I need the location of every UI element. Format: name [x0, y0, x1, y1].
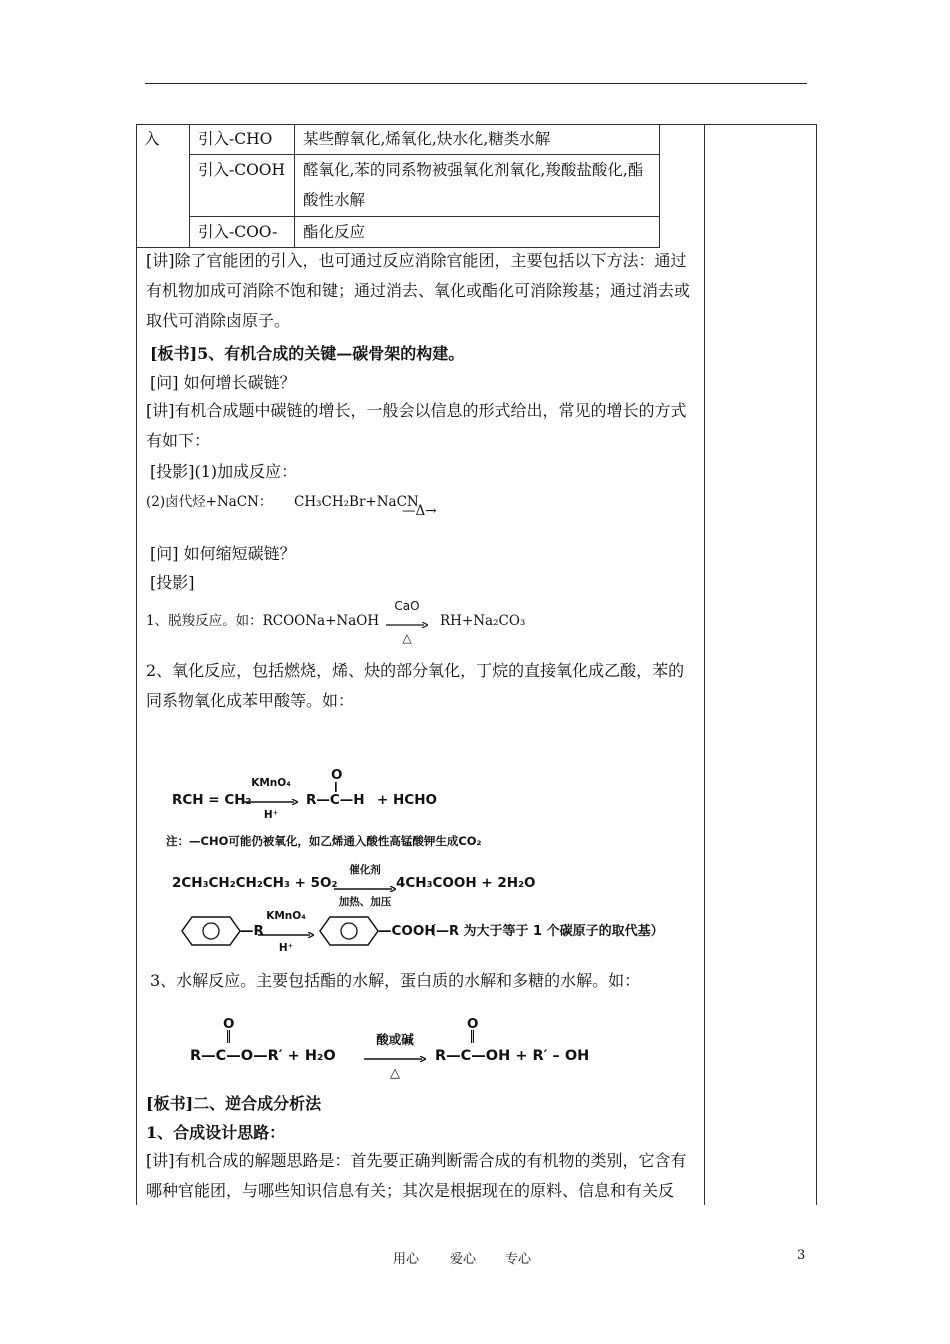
para-design: [讲]有机合成的解题思路是：首先要正确判断需合成的有机物的类别，它含有哪种官能团，与哪些知识信息有关；其次是根据现在的原料、信息和有关反: [146, 1151, 687, 1200]
benzene-ring-icon: [180, 915, 242, 947]
eq4-product: R—C—OH + R′ – OH: [435, 1048, 590, 1064]
board-retrosynthesis: [板书]二、逆合成分析法: [146, 1094, 322, 1113]
arrow-condition: △: [402, 631, 412, 645]
eq1-reactant: RCH = CH₂: [172, 792, 252, 808]
eq3-substituent: —R: [240, 923, 264, 939]
question-lengthen: [问] 如何增长碳链？: [150, 373, 296, 392]
nacn-label: (2)卤代烃+NaCN：: [146, 494, 273, 510]
eq1-product: R—C—H: [306, 792, 365, 808]
eq1-oxygen: O: [331, 767, 343, 783]
row-desc: 酯化反应: [295, 217, 660, 248]
arrow-condition: KMnO₄: [266, 910, 306, 922]
footer-b: 爱心: [450, 1252, 477, 1267]
table-col0: 入: [136, 124, 190, 248]
footer-a: 用心: [393, 1252, 420, 1267]
arrow-condition: 酸或碱: [376, 1032, 414, 1047]
functional-group-table: [136, 124, 660, 248]
para-lengthen: [讲]有机合成题中碳链的增长，一般会以信息的形式给出，常见的增长的方式有如下：: [146, 401, 687, 450]
nacn-formula: CH₃CH₂Br+NaCN: [294, 494, 419, 510]
decarboxylation-product: RH+Na₂CO₃: [440, 613, 526, 629]
row-desc: 醛氧化,苯的同系物被强氧化剂氧化,羧酸盐酸化,酯酸性水解: [295, 155, 660, 217]
arrow-condition: CaO: [394, 599, 420, 613]
heat-arrow: —Δ→: [402, 503, 437, 519]
arrow-icon: [334, 886, 396, 892]
para-oxidation: 2、氧化反应，包括燃烧，烯、炔的部分氧化，丁烷的直接氧化成乙酸，苯的同系物氧化成苯甲酸等。如：: [146, 661, 685, 710]
projection-addition: [投影](1)加成反应：: [150, 462, 298, 481]
arrow-condition: H⁺: [278, 942, 294, 954]
eq1-arrow: [244, 777, 298, 821]
eq2-reactant: 2CH₃CH₂CH₂CH₃ + 5O₂: [172, 875, 338, 891]
row-label: 引入-CHO: [190, 124, 295, 155]
decarboxylation-arrow: [386, 599, 428, 644]
arrow-condition: KMnO₄: [251, 777, 291, 789]
eq3-product: —COOH: [378, 923, 436, 939]
para-remove-groups: [讲]除了官能团的引入，也可通过反应消除官能团，主要包括以下方法：通过有机物加成可消除不饱和键；通过消去、氧化或酯化可消除羧基；通过消去或取代可消除卤原子。: [146, 251, 691, 330]
arrow-condition: H⁺: [263, 809, 279, 821]
eq3-arrow: [258, 910, 314, 954]
eq4-arrow: [364, 1032, 426, 1081]
heading-design: 1、合成设计思路：: [146, 1123, 286, 1142]
row-label: 引入-COOH: [190, 155, 295, 217]
arrow-icon: [258, 932, 314, 938]
footer-c: 专心: [505, 1252, 532, 1267]
side-column: [703, 124, 817, 1205]
benzene-ring-icon: [318, 915, 380, 947]
note-oxidation: 注：—CHO可能仍被氧化，如乙烯通入酸性高锰酸钾生成CO₂: [166, 834, 482, 848]
eq4-oxygen: O: [223, 1016, 235, 1032]
row-label: 引入-COO-: [190, 217, 295, 248]
arrow-condition: 催化剂: [349, 864, 381, 876]
header-rule: [145, 83, 807, 84]
arrow-icon: [364, 1056, 426, 1062]
arrow-icon: [244, 799, 298, 805]
eq1-extra: + HCHO: [377, 792, 437, 808]
arrow-condition: △: [390, 1066, 400, 1081]
arrow-icon: [386, 622, 428, 628]
eq3-note: （—R 为大于等于 1 个碳原子的取代基）: [423, 924, 664, 939]
eq2-product: 4CH₃COOH + 2H₂O: [396, 875, 536, 891]
eq2-arrow: [334, 864, 396, 908]
projection-label: [投影]: [150, 573, 195, 592]
row-desc: 某些醇氧化,烯氧化,炔水化,糖类水解: [295, 124, 660, 155]
page-number: 3: [797, 1248, 806, 1263]
board-carbon-skeleton: [板书]5、有机合成的关键—碳骨架的构建。: [150, 344, 465, 363]
question-shorten: [问] 如何缩短碳链？: [150, 544, 296, 563]
decarboxylation-label: 1、脱羧反应。如：RCOONa+NaOH: [146, 613, 380, 629]
eq4-oxygen: O: [467, 1016, 479, 1032]
para-hydrolysis: 3、水解反应。主要包括酯的水解，蛋白质的水解和多糖的水解。如：: [150, 971, 641, 990]
eq4-reactant: R—C—O—R′ + H₂O: [190, 1048, 336, 1064]
arrow-condition: 加热、加压: [338, 896, 392, 908]
